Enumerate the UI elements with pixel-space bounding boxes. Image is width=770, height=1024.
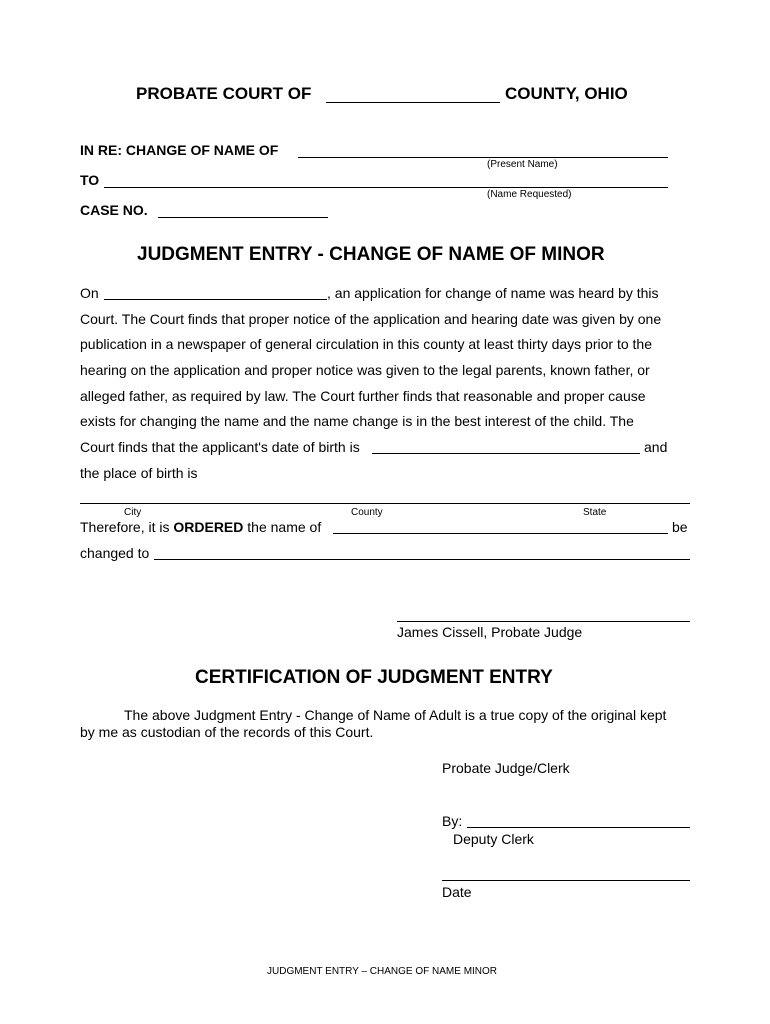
name-requested-caption: (Name Requested)	[487, 189, 572, 200]
present-name-caption: (Present Name)	[487, 159, 558, 170]
certification-text-line2: by me as custodian of the records of this Court.	[80, 724, 374, 740]
deputy-signature-field[interactable]	[467, 827, 690, 828]
city-label: City	[124, 507, 142, 518]
changed-to-label: changed to	[80, 545, 150, 561]
certification-title: CERTIFICATION OF JUDGMENT ENTRY	[195, 667, 553, 688]
judge-clerk-label: Probate Judge/Clerk	[442, 760, 570, 776]
para-line6: exists for changing the name and the name change is in the best interest of the child. The	[80, 413, 634, 429]
present-name-field[interactable]	[298, 157, 668, 158]
para-line5: alleged father, as required by law. The Court further finds that reasonable and proper cause	[80, 388, 646, 404]
place-of-birth-field[interactable]	[80, 503, 690, 504]
deputy-clerk-label: Deputy Clerk	[453, 831, 534, 847]
court-title-prefix: PROBATE COURT OF	[136, 84, 312, 103]
para-line4: hearing on the application and proper notice was given to the legal parents, known father, or	[80, 362, 650, 378]
ordered-text	[80, 519, 321, 535]
case-number-field[interactable]	[158, 217, 328, 218]
hearing-date-field[interactable]	[104, 299, 327, 300]
para-line8: the place of birth is	[80, 465, 198, 481]
para-line7-start: Court finds that the applicant's date of birth is	[80, 439, 360, 455]
in-re-label: IN RE: CHANGE OF NAME OF	[80, 142, 279, 158]
county-label: County	[351, 507, 383, 518]
date-signature-field[interactable]	[442, 880, 690, 881]
to-label: TO	[80, 172, 100, 188]
county-name-field[interactable]	[326, 102, 500, 103]
be-label: be	[672, 519, 688, 535]
para-line3: publication in a newspaper of general circulation in this county at least thirty days prior to the	[80, 336, 652, 352]
current-name-field[interactable]	[333, 533, 668, 534]
judge-signature-label: James Cissell, Probate Judge	[397, 624, 583, 640]
date-label: Date	[442, 884, 472, 900]
para-line1-rest: , an application for change of name was heard by this	[327, 285, 659, 301]
ordered-bold: ORDERED	[173, 519, 244, 535]
para-line2: Court. The Court finds that proper notice of the application and hearing date was given by one	[80, 311, 662, 327]
court-title-suffix: COUNTY, OHIO	[505, 84, 628, 103]
on-label: On	[80, 285, 99, 301]
ordered-post: the name of	[247, 519, 322, 535]
para-line7-end: and	[644, 439, 668, 455]
certification-text-line1: The above Judgment Entry - Change of Name of Adult is a true copy of the original kept	[124, 707, 667, 723]
name-requested-field[interactable]	[104, 187, 668, 188]
state-label: State	[583, 507, 607, 518]
by-label: By:	[442, 813, 463, 829]
judgment-title: JUDGMENT ENTRY - CHANGE OF NAME OF MINOR	[137, 244, 605, 265]
case-no-label: CASE NO.	[80, 202, 148, 218]
ordered-pre: Therefore, it is	[80, 519, 170, 535]
date-of-birth-field[interactable]	[372, 453, 640, 454]
judge-signature-line[interactable]	[397, 621, 690, 622]
new-name-field[interactable]	[154, 559, 690, 560]
footer-text: JUDGMENT ENTRY – CHANGE OF NAME MINOR	[267, 966, 498, 977]
